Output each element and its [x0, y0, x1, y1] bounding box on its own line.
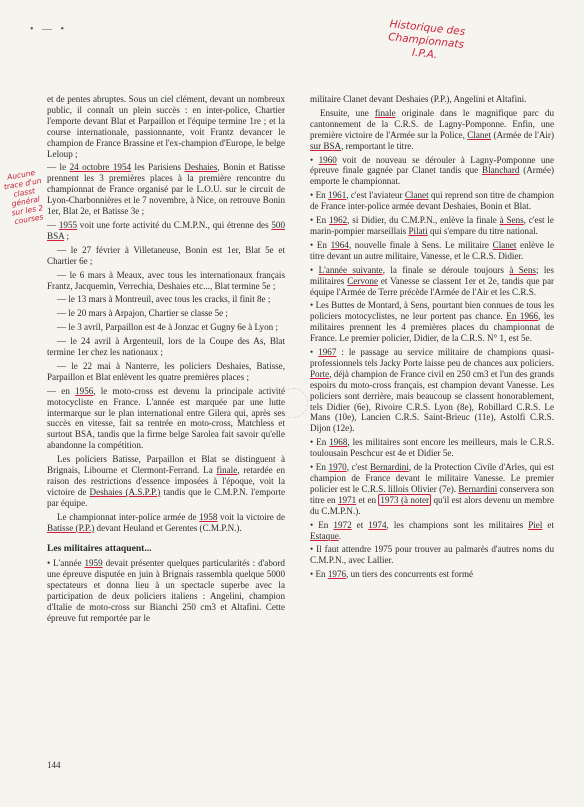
handwritten-margin-note: Aucune trace d'un classt général sur les 2 courses — [3, 167, 44, 227]
paragraph: — le 22 mai à Nanterre, les policiers Deshaies, Batisse, Parpaillon et Blat enlèvent les quatre premières places ; — [47, 360, 285, 382]
paragraph: • L'année suivante, la finale se déroule toujours à Sens; les militaires Cervone et Vanesse se classent 1er et 2e, tandis que par équipe l'Armée de Terre précède l'Armée de l'Air et les C.R.S. — [310, 265, 554, 298]
top-marks: • — • — [30, 24, 68, 35]
paragraph: — le 27 février à Villetaneuse, Bonin est 1er, Blat 5e et Chartier 6e ; — [47, 244, 285, 266]
handwritten-title: Historique des Championnats I.P.A. — [387, 18, 466, 62]
paragraph: • En 1970, c'est Bernardini, de la Protection Civile d'Arles, qui est champion de France devant le militaire Vanesse. Le premier policier est le C.R.S. lillois Olivier (7e). Bernardini conservera son titre en 1971 et en 1973 (à noter qu'il est alors devenu un membre du C.M.P.N.). — [310, 462, 554, 517]
paragraph: — le 24 avril à Argenteuil, lors de la Coupe des As, Blat termine 1er chez les nationaux ; — [47, 336, 285, 358]
right-column — [310, 94, 554, 583]
paragraph: • L'année 1959 devait présenter quelques particularités : d'abord une épreuve disputée en juin à Brignais rassembla quelque 5000 spectateurs et donna lieu à un spectacle superbe avec la participation de deux policiers italiens : Angelini, champion d'Italie de moto-cross sur Bianchi 250 cm3 et Altafini. Cette épreuve fut remportée par le — [47, 558, 285, 623]
paragraph: — 1955 voit une forte activité du C.M.P.N., qui étrenne des 500 BSA ; — [47, 219, 285, 241]
paragraph: — le 13 mars à Montreuil, avec tous les cracks, il finit 8e ; — [57, 294, 271, 305]
paragraph: • En 1961, c'est l'aviateur Clanet qui reprend son titre de champion de France inter-police armée devant Deshaies, Bonin et Blat. — [310, 190, 554, 212]
paragraph: • 1960 voit de nouveau se dérouler à Lagny-Pomponne une épreuve finale gagnée par Clanet tandis que Blanchard (Armée) emporte le championnat. — [310, 155, 554, 188]
paragraph: — en 1956, le moto-cross est devenu la principale activité motocycliste en France. L'année est marquée par une lutte intermarque sur le plan international entre Gilera qui, après ses succès en vitesse, fait sa rentrée en moto-cross, Matchless et surtout BSA, tandis que la firme belge Sarolea fait savoir qu'elle abandonne la compétition. — [47, 385, 285, 451]
paragraph: — le 20 mars à Arpajon, Chartier se classe 5e ; — [57, 308, 228, 319]
left-column — [47, 94, 285, 627]
paragraph: • En 1972 et 1974, les champions sont les militaires Piel et Estaque. — [310, 520, 554, 542]
paragraph: Les policiers Batisse, Parpaillon et Blat se distinguent à Brignais, Libourne et Clermont-Ferrand. La finale, retardée en raison des restrictions d'essence imposées à l'époque, voit la victoire de Deshaies (A.S.P.P.) tandis que le C.M.P.N. l'emporte par équipe. — [47, 454, 285, 508]
paragraph: Le championnat inter-police armée de 1958 voit la victoire de Batisse (P.P.) devant Heuland et Gerentes (C.M.P.N.). — [47, 511, 285, 533]
paragraph: — le 24 octobre 1954 les Parisiens Deshaies, Bonin et Batisse prennent les 3 premières places à la première rencontre du championnat de France organisé par le L.O.U. sur le circuit de Lyon-Charbonnières et le 7 novembre, à Nice, on retrouve Bonin 1er, Blat 2e, et Batisse 3e ; — [47, 162, 285, 217]
paragraph: militaire Clanet devant Deshaies (P.P.), Angelini et Altafini. — [310, 94, 527, 104]
paragraph: • En 1976, un tiers des concurrents est formé — [310, 569, 554, 580]
section-heading: Les militaires attaquent... — [47, 542, 152, 554]
paragraph: • Les Buttes de Montard, à Sens, pourtant bien connues de tous les policiers motocyclistes, ne leur portent pas chance. En 1966, les militaires prennent les 4 premières places du championnat de France. Le premier policier, Didier, de la C.R.S. N° 1, est 5e. — [310, 300, 554, 344]
paragraph: • En 1968, les militaires sont encore les meilleurs, mais le C.R.S. toulousain Peschcur est 4e et Didier 5e. — [310, 437, 554, 459]
paragraph: • En 1964, nouvelle finale à Sens. Le militaire Clanet enlève le titre devant un autre militaire, Vanesse, et le C.R.S. Didier. — [310, 240, 554, 262]
paragraph: — le 6 mars à Meaux, avec tous les internationaux français Frantz, Jacquemin, Verrechia, Deshaies etc..., Blat termine 5e ; — [47, 269, 285, 291]
paragraph: • 1967 : le passage au service militaire de champions quasi-professionnels tels Jacky Porte laisse peu de chances aux policiers. Porte, déjà champion de France civil en 250 cm3 et l'un des grands espoirs du moto-cross français, est champion devant Vanesse. Les policiers sont derrière, mais beaucoup se classent honorablement, tels Didier (6e), Rivoire C.R.S. Lyon (8e), Robillard C.R.S. Le Mans (10e), Lancien C.R.S. Saint-Brieuc (11e), Astolfi C.R.S. Dijon (12e). — [310, 347, 554, 434]
paragraph: • En 1962, si Didier, du C.M.P.N., enlève la finale à Sens, c'est le marin-pompier marseillais Pilati qui s'empare du titre national. — [310, 215, 554, 237]
paragraph: et de pentes abruptes. Sous un ciel clément, devant un nombreux public, il connaît un plein succès : en inter-police, Chartier l'emporte devant Blat et Parpaillon et l'équipe termine 1re ; et la course internationale, passionnante, voit Frantz devancer le champion de France Brassine et l'ex-champion d'Europe, le belge Leloup ; — [47, 94, 285, 159]
paragraph: • Il faut attendre 1975 pour trouver au palmarès d'autres noms du C.M.P.N., avec Lallier. — [310, 544, 554, 566]
paragraph: Ensuite, une finale originale dans le magnifique parc du cantonnement de la C.R.S. de Lagny-Pomponne. Enfin, une première victoire de l'Armée sur la Police, Clanet (Armée de l'Air) sur BSA, remportant le titre. — [310, 107, 554, 151]
paragraph: — le 3 avril, Parpaillon est 4e à Jonzac et Gugny 6e à Lyon ; — [57, 322, 278, 333]
page-number: 144 — [47, 760, 61, 770]
